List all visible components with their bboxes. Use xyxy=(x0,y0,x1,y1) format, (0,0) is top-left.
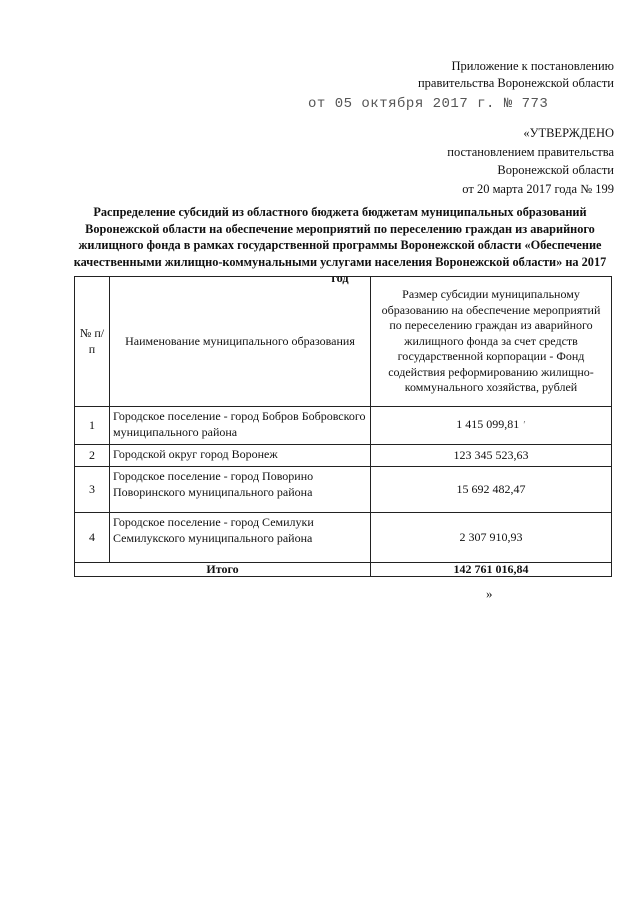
appendix-header xyxy=(418,58,614,92)
table-header-row xyxy=(75,277,612,407)
table-row xyxy=(75,467,612,513)
table-row xyxy=(75,445,612,467)
approval-block xyxy=(447,124,614,198)
pen-tick-icon: ʹ xyxy=(523,419,526,432)
closing-quote: » xyxy=(486,586,493,601)
subsidy-table xyxy=(74,276,612,577)
header-num: № п/п xyxy=(75,277,110,407)
row-value: 15 692 482,47 xyxy=(371,467,612,513)
row-num: 4 xyxy=(75,513,110,563)
document-title: Распределение субсидий из областного бюджета бюджетам муниципальных образований Воронежской области на обеспечение мероприятий по переселению граждан из аварийного жилищного фонда в рамках государственной программы Воронежской области «Обеспечение качественными жилищно-коммунальными услугами населения Воронежской области» на 2017 год xyxy=(73,205,607,285)
row-value: 123 345 523,63 xyxy=(371,445,612,467)
row-num: 3 xyxy=(75,467,110,513)
decree-date-stamp: от 05 октября 2017 г. № 773 xyxy=(308,96,549,112)
total-value: 142 761 016,84 xyxy=(371,563,612,577)
approval-line-3: Воронежской области xyxy=(497,163,614,177)
approval-line-1: «УТВЕРЖДЕНО xyxy=(523,126,614,140)
approval-line-2: постановлением правительства xyxy=(447,144,614,159)
total-label: Итого xyxy=(75,563,371,577)
row-name: Городской округ город Воронеж xyxy=(110,445,371,467)
row-name: Городское поселение - город Семилуки Семилукского муниципального района xyxy=(110,513,371,563)
header-name: Наименование муниципального образования xyxy=(110,277,371,407)
row-num: 1 xyxy=(75,407,110,445)
header-value: Размер субсидии муниципальному образованию на обеспечение мероприятий по переселению граждан из аварийного жилищного фонда за счет средств государственной корпорации - Фонд содействия реформированию жилищно-коммунального хозяйства, рублей xyxy=(371,277,612,407)
row-num: 2 xyxy=(75,445,110,467)
table-total-row xyxy=(75,563,612,577)
row-value xyxy=(371,407,612,445)
row-name: Городское поселение - город Поворино Поворинского муниципального района xyxy=(110,467,371,513)
appendix-line-2: правительства Воронежской области xyxy=(417,76,614,90)
table-row xyxy=(75,407,612,445)
row-value: 2 307 910,93 xyxy=(371,513,612,563)
table-row xyxy=(75,513,612,563)
appendix-line-1: Приложение к постановлению xyxy=(451,59,614,73)
row-name: Городское поселение - город Бобров Бобровского муниципального района xyxy=(110,407,371,445)
row-value-text: 1 415 099,81 xyxy=(456,417,520,432)
approval-line-4: от 20 марта 2017 года № 199 xyxy=(462,181,614,196)
